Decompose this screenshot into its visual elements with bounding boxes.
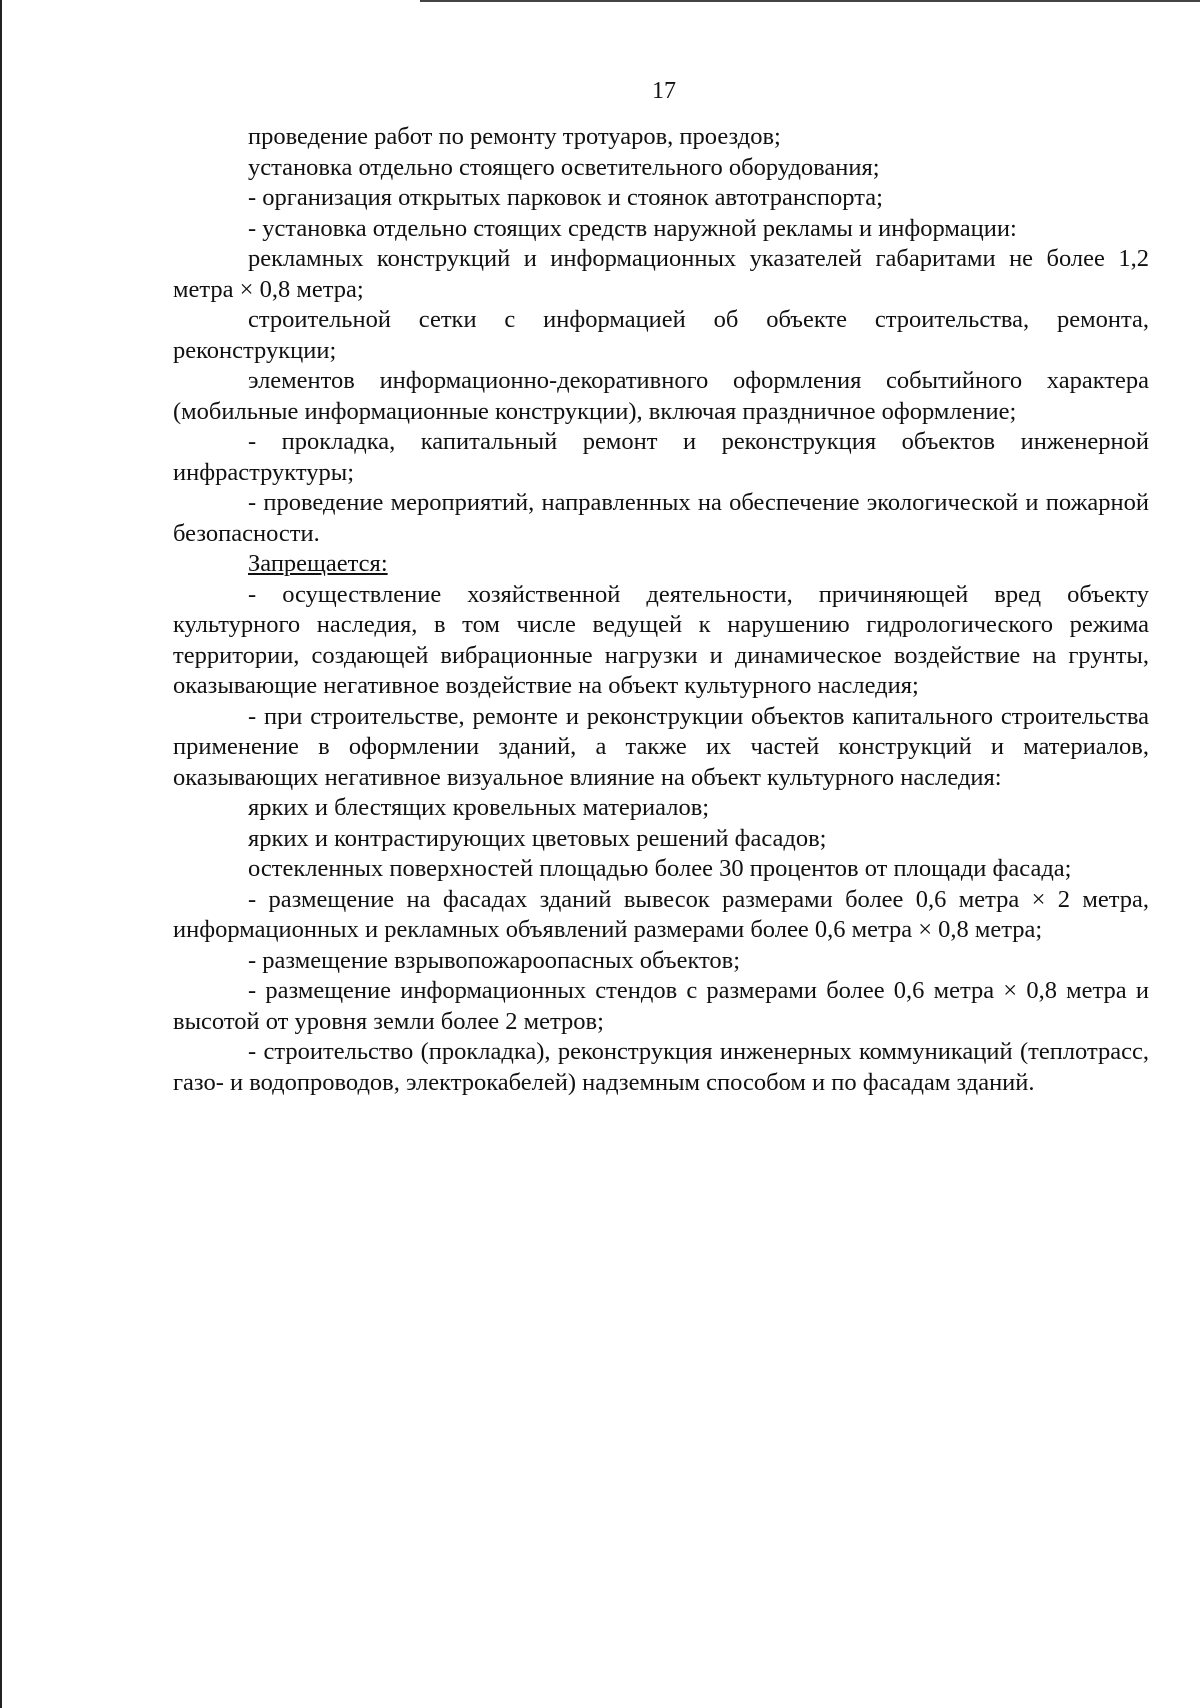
list-item: - осуществление хозяйственной деятельности, причиняющей вред объекту культурного наследия, в том числе ведущей к нарушению гидрологического режима территории, создающей вибрационные нагрузки и динамическое воздействие на грунты, оказывающие негативное воздействие на объект культурного наследия; xyxy=(173,580,1149,699)
list-item: - установка отдельно стоящих средств наружной рекламы и информации: xyxy=(248,214,1017,242)
list-item: остекленных поверхностей площадью более 30 процентов от площади фасада; xyxy=(248,855,1072,882)
list-item: - организация открытых парковок и стоянок автотранспорта; xyxy=(248,184,883,211)
scan-edge xyxy=(0,0,2,1708)
list-item: рекламных конструкций и информационных указателей габаритами не более 1,2 метра × 0,8 метра; xyxy=(173,245,1149,303)
document-body xyxy=(173,122,1149,1098)
section-heading xyxy=(173,549,1149,580)
list-item: строительной сетки с информацией об объекте строительства, ремонта, реконструкции; xyxy=(173,306,1149,364)
list-item: ярких и контрастирующих цветовых решений фасадов; xyxy=(248,824,827,852)
list-item: - при строительстве, ремонте и реконструкции объектов капитального строительства применение в оформлении зданий, а также их частей конструкций и материалов, оказывающих негативное визуальное влияние на объект культурного наследия: xyxy=(173,702,1149,791)
list-item: установка отдельно стоящего осветительного оборудования; xyxy=(248,153,880,181)
list-item: - проведение мероприятий, направленных на обеспечение экологической и пожарной безопасности. xyxy=(173,489,1149,547)
list-item: ярких и блестящих кровельных материалов; xyxy=(248,794,710,821)
list-item: - размещение информационных стендов с размерами более 0,6 метра × 0,8 метра и высотой от уровня земли более 2 метров; xyxy=(173,977,1149,1035)
list-item: - размещение взрывопожароопасных объектов; xyxy=(248,946,741,974)
prohibited-heading: Запрещается: xyxy=(248,550,388,577)
page-number: 17 xyxy=(652,78,676,104)
list-item: - строительство (прокладка), реконструкция инженерных коммуникаций (теплотрасс, газо- и водопроводов, электрокабелей) надземным способом и по фасадам зданий. xyxy=(173,1038,1149,1096)
scan-top-line xyxy=(420,0,1200,2)
list-item: - прокладка, капитальный ремонт и реконструкция объектов инженерной инфраструктуры; xyxy=(173,428,1149,486)
list-item: проведение работ по ремонту тротуаров, проездов; xyxy=(248,123,781,150)
list-item: - размещение на фасадах зданий вывесок размерами более 0,6 метра × 2 метра, информационных и рекламных объявлений размерами более 0,6 метра × 0,8 метра; xyxy=(173,885,1149,943)
list-item: элементов информационно-декоративного оформления событийного характера (мобильные информационные конструкции), включая праздничное оформление; xyxy=(173,367,1149,425)
